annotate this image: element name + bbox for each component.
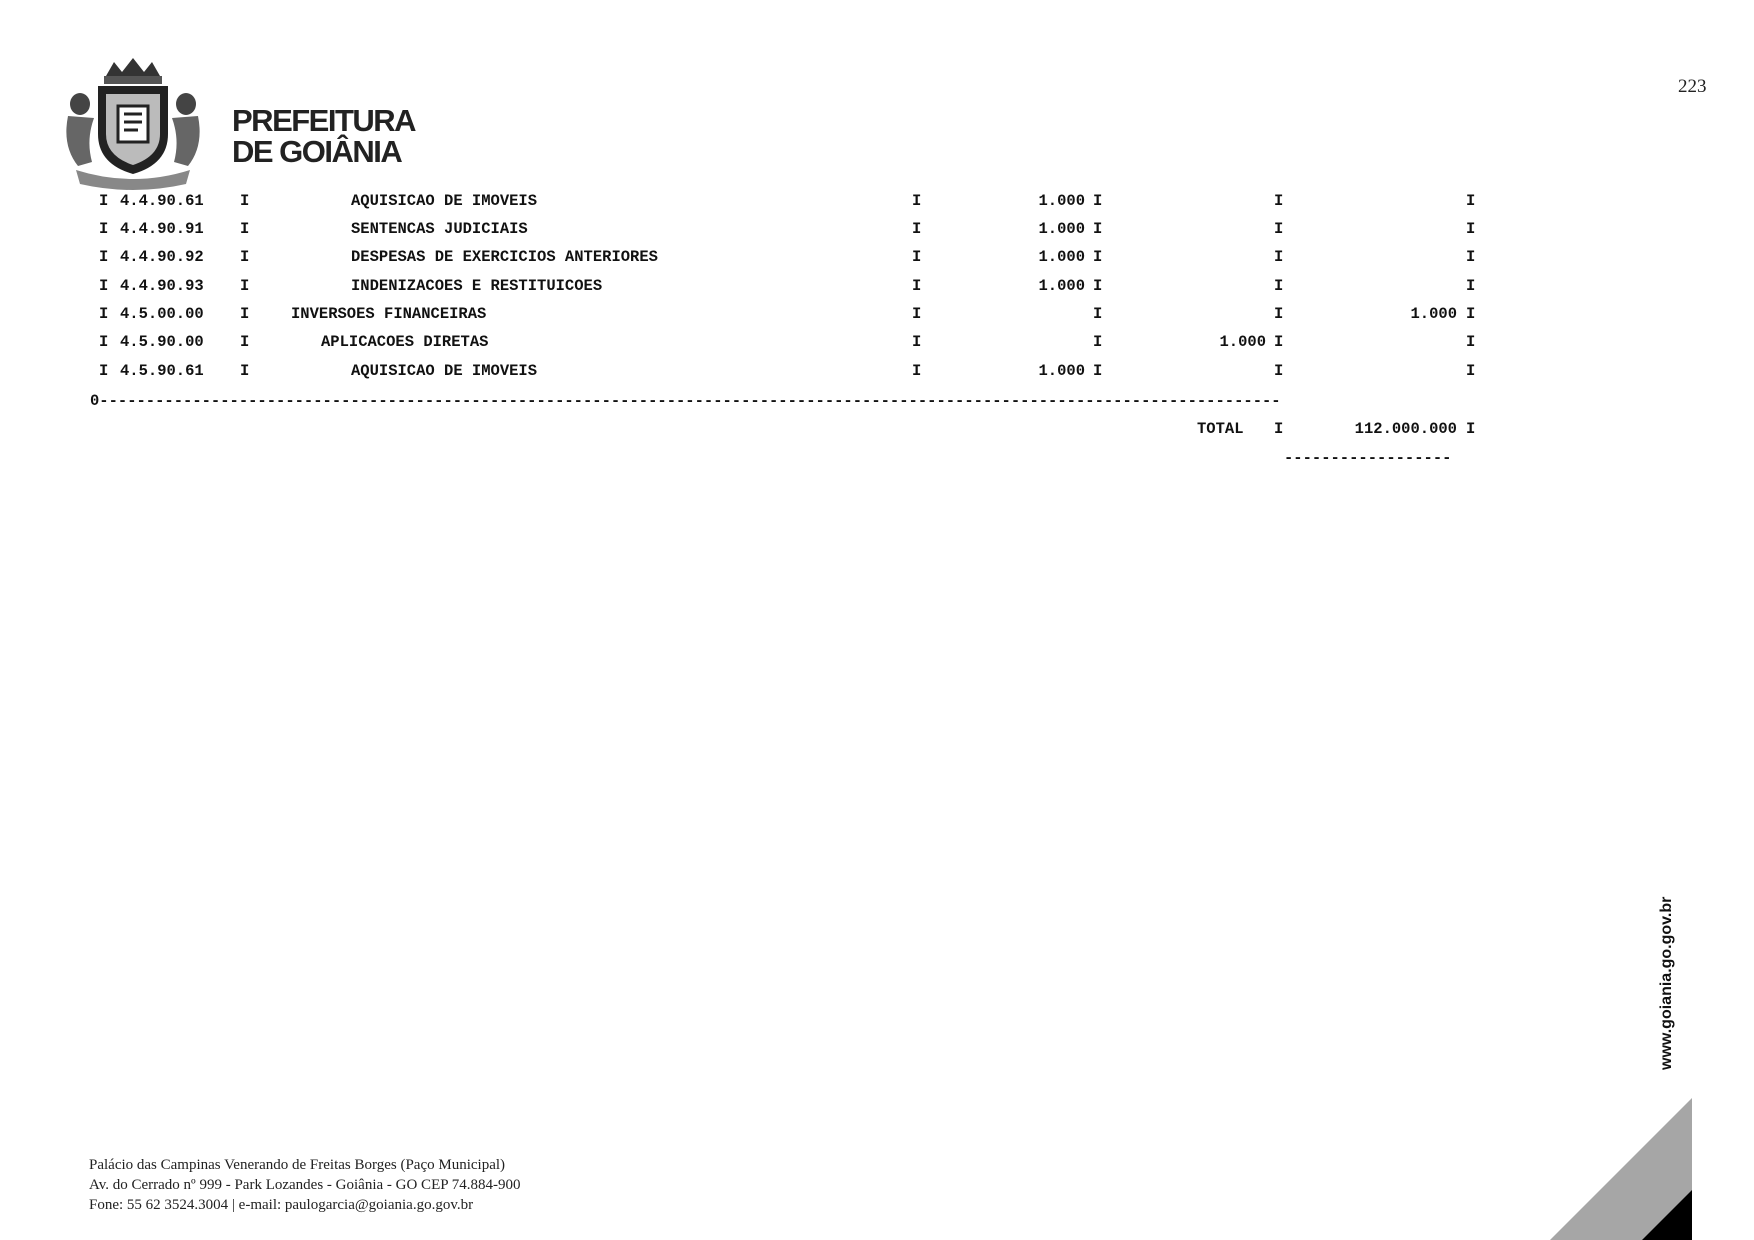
- row-value-1: 1.000: [1038, 277, 1085, 295]
- row-col1-sep: I: [912, 277, 922, 295]
- row-sep: I: [240, 248, 250, 266]
- row-lead: I: [99, 192, 109, 210]
- row-col3-sep: I: [1274, 277, 1284, 295]
- total-underline: ------------------: [1284, 449, 1452, 467]
- row-desc: INVERSOES FINANCEIRAS: [291, 305, 487, 323]
- table-row: [0, 304, 1754, 324]
- row-value-2: 1.000: [1219, 333, 1266, 351]
- row-lead: I: [99, 248, 109, 266]
- page-number: 223: [1678, 76, 1707, 97]
- row-col4-sep: I: [1466, 277, 1476, 295]
- row-desc: AQUISICAO DE IMOVEIS: [351, 192, 538, 210]
- row-col3-sep: I: [1274, 192, 1284, 210]
- row-col2-sep: I: [1093, 362, 1103, 380]
- row-sep: I: [240, 192, 250, 210]
- footer-address: [89, 1155, 521, 1215]
- row-desc: AQUISICAO DE IMOVEIS: [351, 362, 538, 380]
- row-col4-sep: I: [1466, 305, 1476, 323]
- total-end: I: [1466, 420, 1476, 438]
- row-lead: I: [99, 305, 109, 323]
- row-col3-sep: I: [1274, 333, 1284, 351]
- footer-line-2: Av. do Cerrado nº 999 - Park Lozandes - Goiânia - GO CEP 74.884-900: [89, 1177, 521, 1193]
- row-code: 4.5.90.61: [120, 362, 204, 380]
- row-col4-sep: I: [1466, 220, 1476, 238]
- row-col2-sep: I: [1093, 305, 1103, 323]
- row-lead: I: [99, 220, 109, 238]
- row-col1-sep: I: [912, 220, 922, 238]
- row-sep: I: [240, 220, 250, 238]
- row-col1-sep: I: [912, 248, 922, 266]
- row-lead: I: [99, 333, 109, 351]
- total-value: 112.000.000: [1354, 420, 1457, 438]
- table-separator-line: 0-------------------------------------------------------------------------------------------------------------------------------: [90, 392, 1281, 410]
- row-col3-sep: I: [1274, 248, 1284, 266]
- row-col4-sep: I: [1466, 192, 1476, 210]
- row-col1-sep: I: [912, 305, 922, 323]
- table-row: [0, 191, 1754, 211]
- row-col3-sep: I: [1274, 220, 1284, 238]
- row-col2-sep: I: [1093, 277, 1103, 295]
- row-code: 4.4.90.61: [120, 192, 204, 210]
- table-row: [0, 247, 1754, 267]
- row-col2-sep: I: [1093, 248, 1103, 266]
- row-value-1: 1.000: [1038, 192, 1085, 210]
- row-value-1: 1.000: [1038, 362, 1085, 380]
- row-value-3: 1.000: [1410, 305, 1457, 323]
- row-col4-sep: I: [1466, 248, 1476, 266]
- brand-line-2: DE GOIÂNIA: [232, 134, 402, 169]
- row-col4-sep: I: [1466, 333, 1476, 351]
- row-sep: I: [240, 277, 250, 295]
- row-sep: I: [240, 305, 250, 323]
- row-desc: SENTENCAS JUDICIAIS: [351, 220, 528, 238]
- row-code: 4.5.00.00: [120, 305, 204, 323]
- table-row: [0, 332, 1754, 352]
- row-value-1: 1.000: [1038, 220, 1085, 238]
- row-code: 4.4.90.91: [120, 220, 204, 238]
- footer-line-3: Fone: 55 62 3524.3004 | e-mail: paulogarcia@goiania.go.gov.br: [89, 1197, 474, 1213]
- row-col2-sep: I: [1093, 192, 1103, 210]
- website-link[interactable]: www.goiania.go.gov.br: [1658, 896, 1675, 1070]
- row-desc: APLICACOES DIRETAS: [321, 333, 489, 351]
- table-row: [0, 276, 1754, 296]
- row-sep: I: [240, 333, 250, 351]
- row-code: 4.4.90.92: [120, 248, 204, 266]
- row-code: 4.5.90.00: [120, 333, 204, 351]
- row-col3-sep: I: [1274, 362, 1284, 380]
- row-col1-sep: I: [912, 192, 922, 210]
- row-col1-sep: I: [912, 333, 922, 351]
- corner-triangle-decoration: [1550, 1098, 1692, 1240]
- row-desc: DESPESAS DE EXERCICIOS ANTERIORES: [351, 248, 658, 266]
- row-lead: I: [99, 277, 109, 295]
- total-label: TOTAL: [1197, 420, 1244, 438]
- table-row: [0, 219, 1754, 239]
- footer-line-1: Palácio das Campinas Venerando de Freitas Borges (Paço Municipal): [89, 1157, 506, 1173]
- row-lead: I: [99, 362, 109, 380]
- brand-line-1: PREFEITURA: [232, 103, 416, 138]
- row-code: 4.4.90.93: [120, 277, 204, 295]
- row-col3-sep: I: [1274, 305, 1284, 323]
- row-col4-sep: I: [1466, 362, 1476, 380]
- row-sep: I: [240, 362, 250, 380]
- table-row: [0, 361, 1754, 381]
- row-desc: INDENIZACOES E RESTITUICOES: [351, 277, 603, 295]
- row-col2-sep: I: [1093, 333, 1103, 351]
- row-col1-sep: I: [912, 362, 922, 380]
- total-row: [0, 419, 1754, 439]
- row-value-1: 1.000: [1038, 248, 1085, 266]
- row-col2-sep: I: [1093, 220, 1103, 238]
- total-sep: I: [1274, 420, 1284, 438]
